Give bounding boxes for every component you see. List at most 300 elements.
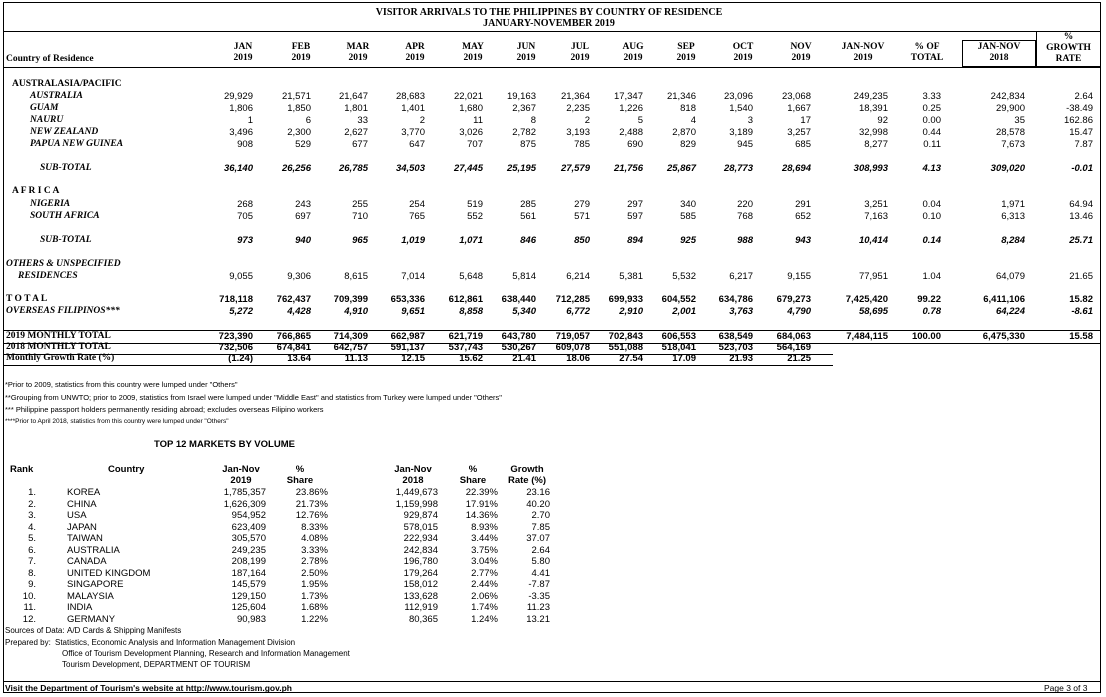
table-cell: 4 xyxy=(690,115,696,126)
table-cell: 0.11 xyxy=(923,139,941,150)
top12-header-rank: Rank xyxy=(10,464,34,475)
top12-cell: 3.33% xyxy=(301,544,328,556)
top12-cell: 249,235 xyxy=(231,544,266,556)
column-header-line-1: SEP xyxy=(677,42,695,52)
top12-cell: 2.78% xyxy=(301,556,328,567)
top12-header-sh19-l2: Share xyxy=(286,475,314,486)
table-cell: 846 xyxy=(520,235,536,246)
row-label: OTHERS & UNSPECIFIED xyxy=(6,259,121,269)
top12-cell: GERMANY xyxy=(67,613,116,625)
table-cell: 25,867 xyxy=(666,163,696,174)
table-cell: 21.65 xyxy=(1069,271,1093,282)
row-label: T O T A L xyxy=(6,294,48,304)
table-cell: 35 xyxy=(1014,115,1025,126)
growth-header-line-2: RATE xyxy=(1055,54,1082,64)
top12-cell: 11. xyxy=(23,602,36,613)
top12-cell: 23.16 xyxy=(526,487,550,498)
top12-cell: 1,159,998 xyxy=(395,498,438,510)
top12-cell: 9. xyxy=(28,579,36,590)
monthly-cell: 17.09 xyxy=(672,353,696,364)
table-cell: 23,096 xyxy=(723,91,753,102)
top12-header-jn19-l1: Jan-Nov xyxy=(222,464,260,475)
column-header-line-2: 2019 xyxy=(733,53,753,63)
column-header-line-2: 2019 xyxy=(233,53,253,63)
growth-rate-header xyxy=(1036,32,1101,65)
top12-cell: 129,150 xyxy=(231,590,266,602)
table-cell: 1 xyxy=(247,115,253,126)
table-cell: 21,647 xyxy=(338,91,368,102)
top12-cell: 242,834 xyxy=(403,544,438,556)
table-cell: 7,673 xyxy=(1001,139,1025,150)
monthly-cell: 606,553 xyxy=(661,331,696,342)
table-cell: 765 xyxy=(409,211,425,222)
table-cell: 268 xyxy=(237,199,253,210)
table-cell: 29,900 xyxy=(995,103,1025,114)
top12-cell: 4.08% xyxy=(301,533,328,544)
footer-rule xyxy=(3,681,1101,682)
row-label: NIGERIA xyxy=(30,199,71,209)
table-cell: 5,532 xyxy=(672,271,696,282)
table-cell: 340 xyxy=(680,199,696,210)
top12-cell: KOREA xyxy=(67,487,101,498)
monthly-cell: 684,063 xyxy=(776,331,811,342)
title-line-2: JANUARY-NOVEMBER 2019 xyxy=(483,18,615,29)
table-cell: 0.44 xyxy=(922,127,941,138)
monthly-cell: 643,780 xyxy=(501,331,536,342)
top12-cell: 1,449,673 xyxy=(395,487,438,498)
top12-cell: INDIA xyxy=(67,602,93,613)
table-cell: 285 xyxy=(520,199,536,210)
table-cell: 5,381 xyxy=(619,271,643,282)
column-header-line-1: % OF xyxy=(914,42,940,52)
column-header-line-2: 2019 xyxy=(676,53,696,63)
top12-cell: 196,780 xyxy=(403,556,438,567)
top12-cell: 2.77% xyxy=(471,567,498,579)
top12-cell: 8.33% xyxy=(301,521,328,533)
monthly-cell: 15.58 xyxy=(1069,331,1093,342)
table-cell: 850 xyxy=(574,235,590,246)
table-cell: 3,763 xyxy=(729,306,753,317)
monthly-cell: 551,088 xyxy=(608,342,643,353)
column-header-line-1: JUL xyxy=(571,42,589,52)
column-header-line-2: 2019 xyxy=(291,53,311,63)
table-cell: 249,235 xyxy=(853,91,888,102)
monthly-cell: 13.64 xyxy=(287,353,311,364)
monthly-row-label: 2018 MONTHLY TOTAL xyxy=(6,342,111,352)
top12-cell: 1.22% xyxy=(301,613,328,625)
table-cell: 18,391 xyxy=(858,103,888,114)
monthly-cell: 732,506 xyxy=(218,342,253,353)
column-header-line-2: 2019 xyxy=(463,53,483,63)
top12-cell: 125,604 xyxy=(231,602,266,613)
table-cell: 22,021 xyxy=(453,91,483,102)
column-header-line-2: 2019 xyxy=(348,53,368,63)
prepared-by-line-1: Statistics, Economic Analysis and Information Management Division xyxy=(55,638,296,647)
table-cell: 15.47 xyxy=(1069,127,1093,138)
top12-cell: 954,952 xyxy=(231,510,266,521)
table-cell: 818 xyxy=(680,103,696,114)
table-cell: 3,257 xyxy=(787,127,811,138)
monthly-row-label: Monthly Growth Rate (%) xyxy=(6,353,115,363)
top12-cell: 1.68% xyxy=(301,602,328,613)
table-cell: 21,364 xyxy=(560,91,590,102)
monthly-row-label: 2019 MONTHLY TOTAL xyxy=(6,331,111,341)
table-cell: 705 xyxy=(237,211,253,222)
top12-header-jn18-l1: Jan-Nov xyxy=(394,464,432,475)
column-header-line-1: APR xyxy=(405,42,425,52)
table-cell: 585 xyxy=(680,211,696,222)
row-label: GUAM xyxy=(30,103,59,113)
table-cell: 8,277 xyxy=(864,139,888,150)
table-cell: 7,163 xyxy=(864,211,888,222)
top12-cell: 2. xyxy=(28,498,36,510)
top12-cell: 12. xyxy=(22,613,36,625)
top12-cell: 8. xyxy=(28,567,36,579)
column-header-line-1: JUN xyxy=(516,42,536,52)
footnote-3: *** Philippine passport holders permanently residing abroad; excludes overseas Filipino workers xyxy=(5,405,324,414)
website-link-text[interactable]: Visit the Department of Tourism's website at http://www.tourism.gov.ph xyxy=(5,683,292,693)
top12-cell: 37.07 xyxy=(526,533,550,544)
top12-cell: 2.44% xyxy=(471,579,498,590)
sources-value: A/D Cards & Shipping Manifests xyxy=(67,626,182,635)
monthly-cell: 702,843 xyxy=(608,331,643,342)
table-cell: 33 xyxy=(357,115,368,126)
table-cell: 3,026 xyxy=(459,127,483,138)
column-header-line-2: 2019 xyxy=(853,53,873,63)
column-header xyxy=(897,42,957,64)
table-cell: 8 xyxy=(530,115,536,126)
top12-cell: 2.50% xyxy=(301,567,328,579)
column-header-line-1: OCT xyxy=(732,42,754,52)
table-cell: 21,346 xyxy=(666,91,696,102)
table-cell: 2,782 xyxy=(512,127,536,138)
table-cell: 0.10 xyxy=(922,211,941,222)
table-cell: 27,445 xyxy=(453,163,483,174)
column-header-line-1: FEB xyxy=(291,42,311,52)
title-line-1: VISITOR ARRIVALS TO THE PHILIPPINES BY COUNTRY OF RESIDENCE xyxy=(375,7,723,18)
table-cell: 768 xyxy=(737,211,753,222)
top12-cell: 10. xyxy=(22,590,36,602)
table-cell: 529 xyxy=(295,139,311,150)
monthly-cell: 11.13 xyxy=(344,353,368,364)
table-cell: 561 xyxy=(520,211,536,222)
table-cell: 785 xyxy=(574,139,590,150)
monthly-cell: 621,719 xyxy=(448,331,483,342)
top12-header-jn18 xyxy=(388,464,438,486)
column-header xyxy=(271,42,331,64)
top12-header-sh19 xyxy=(282,464,318,486)
table-cell: 1,226 xyxy=(619,103,643,114)
top12-cell: 623,409 xyxy=(231,521,266,533)
table-cell: 677 xyxy=(352,139,368,150)
table-cell: 712,285 xyxy=(555,294,590,305)
table-cell: 10,414 xyxy=(858,235,888,246)
table-cell: 571 xyxy=(574,211,590,222)
monthly-cell: 100.00 xyxy=(911,331,941,342)
table-cell: 6,772 xyxy=(566,306,590,317)
top12-cell: 5.80 xyxy=(531,556,550,567)
table-cell: 5,340 xyxy=(512,306,536,317)
table-cell: 718,118 xyxy=(219,294,253,305)
top12-cell: 21.73% xyxy=(295,498,328,510)
table-cell: 2,627 xyxy=(344,127,368,138)
table-cell: -8.61 xyxy=(1071,306,1093,317)
row-label: A F R I C A xyxy=(12,186,60,196)
table-cell: 7,014 xyxy=(401,271,425,282)
top12-cell: 6. xyxy=(28,544,36,556)
column-header xyxy=(213,42,273,64)
table-cell: 9,651 xyxy=(401,306,425,317)
table-cell: 309,020 xyxy=(990,163,1025,174)
table-cell: 25,195 xyxy=(506,163,536,174)
table-cell: 5,814 xyxy=(512,271,536,282)
table-cell: 27,579 xyxy=(560,163,590,174)
table-cell: 2,488 xyxy=(619,127,643,138)
top12-header-growth xyxy=(504,464,550,486)
table-cell: 308,993 xyxy=(853,163,888,174)
table-cell: 162.86 xyxy=(1063,115,1093,126)
top12-cell: 1.24% xyxy=(471,613,498,625)
table-cell: 597 xyxy=(627,211,643,222)
top12-cell: 22.39% xyxy=(465,487,498,498)
column-header xyxy=(496,42,556,64)
monthly-cell: 766,865 xyxy=(276,331,311,342)
top12-cell: 208,199 xyxy=(231,556,266,567)
column-header-line-2: TOTAL xyxy=(910,53,944,63)
table-cell: 26,256 xyxy=(281,163,311,174)
table-cell: 829 xyxy=(680,139,696,150)
header-top-rule xyxy=(3,31,1101,32)
top12-title: TOP 12 MARKETS BY VOLUME xyxy=(154,439,295,450)
table-cell: 875 xyxy=(520,139,536,150)
table-cell: 690 xyxy=(627,139,643,150)
table-cell: 1,019 xyxy=(401,235,425,246)
top12-header-jn19-l2: 2019 xyxy=(230,475,252,486)
table-cell: 1,801 xyxy=(344,103,368,114)
table-cell: 4.13 xyxy=(922,163,941,174)
table-cell: 612,861 xyxy=(448,294,483,305)
growth-header-line-0: % xyxy=(1063,32,1074,42)
monthly-cell: 674,841 xyxy=(276,342,311,353)
top12-cell: 11.23 xyxy=(526,602,550,613)
table-cell: 973 xyxy=(237,235,253,246)
top12-cell: USA xyxy=(67,510,87,521)
top12-cell: 3.04% xyxy=(471,556,498,567)
table-cell: 9,155 xyxy=(787,271,811,282)
table-cell: 1,667 xyxy=(787,103,811,114)
table-cell: 1,540 xyxy=(729,103,753,114)
table-cell: 28,694 xyxy=(781,163,811,174)
table-cell: 679,273 xyxy=(776,294,811,305)
table-cell: 2,001 xyxy=(672,306,696,317)
column-header-line-1: JAN-NOV xyxy=(977,42,1021,52)
column-header-line-1: MAY xyxy=(462,42,484,52)
header-bottom-rule xyxy=(3,67,1101,68)
top12-cell: 17.91% xyxy=(465,498,498,510)
table-cell: 243 xyxy=(295,199,311,210)
top12-cell: 158,012 xyxy=(403,579,438,590)
table-cell: 279 xyxy=(574,199,590,210)
table-cell: 1,971 xyxy=(1001,199,1025,210)
column-header xyxy=(550,42,610,64)
top12-cell: MALAYSIA xyxy=(67,590,114,602)
table-cell: 25.71 xyxy=(1069,235,1093,246)
monthly-cell: 518,041 xyxy=(661,342,696,353)
monthly-cell: 6,475,330 xyxy=(982,331,1025,342)
top12-cell: 4.41 xyxy=(531,567,550,579)
table-cell: 0.78 xyxy=(922,306,941,317)
top12-cell: 3. xyxy=(28,510,36,521)
table-cell: 28,683 xyxy=(395,91,425,102)
row-label: OVERSEAS FILIPINOS*** xyxy=(6,306,120,316)
column-header-line-1: NOV xyxy=(790,42,812,52)
top12-cell: 187,164 xyxy=(231,567,266,579)
top12-cell: 1. xyxy=(28,487,36,498)
table-cell: 255 xyxy=(352,199,368,210)
top12-cell: 1,626,309 xyxy=(223,498,266,510)
table-cell: 2 xyxy=(419,115,425,126)
monthly-cell: 719,057 xyxy=(555,331,590,342)
top12-header-jn18-l2: 2018 xyxy=(402,475,424,486)
table-cell: 2,235 xyxy=(566,103,590,114)
top12-cell: 8.93% xyxy=(471,521,498,533)
table-cell: 28,578 xyxy=(995,127,1025,138)
table-cell: 647 xyxy=(409,139,425,150)
table-cell: 7.87 xyxy=(1074,139,1093,150)
top12-header-sh19-l1: % xyxy=(295,464,305,475)
table-cell: 0.25 xyxy=(922,103,941,114)
monthly-cell: 714,309 xyxy=(333,331,368,342)
table-cell: 943 xyxy=(795,235,811,246)
table-cell: 653,336 xyxy=(390,294,425,305)
table-cell: 940 xyxy=(295,235,311,246)
column-header-line-2: 2019 xyxy=(791,53,811,63)
table-cell: 1,806 xyxy=(229,103,253,114)
country-column-header: Country of Residence xyxy=(6,54,94,64)
top12-cell: 40.20 xyxy=(526,498,550,510)
column-header xyxy=(443,42,503,64)
top12-header-sh18-l1: % xyxy=(468,464,478,475)
monthly-cell: 21.41 xyxy=(512,353,536,364)
monthly-cell: 609,078 xyxy=(555,342,590,353)
table-cell: 3,770 xyxy=(401,127,425,138)
top12-header-jn19 xyxy=(216,464,266,486)
top12-cell: 7.85 xyxy=(531,521,550,533)
table-cell: 11 xyxy=(473,115,483,126)
row-label: SUB-TOTAL xyxy=(40,235,92,245)
top12-cell: CHINA xyxy=(67,498,97,510)
column-header xyxy=(833,42,893,64)
column-header-line-1: MAR xyxy=(346,42,370,52)
table-cell: 945 xyxy=(737,139,753,150)
monthly-cell: 530,267 xyxy=(501,342,536,353)
prepared-by-line-3: Tourism Development, DEPARTMENT OF TOURISM xyxy=(62,660,251,669)
top12-cell: 90,983 xyxy=(236,613,266,625)
column-header xyxy=(656,42,716,64)
table-cell: 604,552 xyxy=(661,294,696,305)
table-cell: 710 xyxy=(352,211,368,222)
column-header-line-1: JAN xyxy=(233,42,253,52)
table-cell: 15.82 xyxy=(1069,294,1093,305)
top12-cell: 929,874 xyxy=(403,510,438,521)
table-cell: 5 xyxy=(637,115,643,126)
table-cell: 32,998 xyxy=(858,127,888,138)
top12-cell: CANADA xyxy=(67,556,107,567)
table-cell: 21,571 xyxy=(281,91,311,102)
table-cell: 28,773 xyxy=(723,163,753,174)
table-cell: 77,951 xyxy=(858,271,888,282)
table-cell: 894 xyxy=(627,235,643,246)
table-cell: 652 xyxy=(795,211,811,222)
top12-header-country: Country xyxy=(108,464,145,475)
table-cell: 2.64 xyxy=(1074,91,1093,102)
table-cell: 3.33 xyxy=(922,91,941,102)
table-cell: 6,214 xyxy=(566,271,590,282)
table-cell: 552 xyxy=(467,211,483,222)
table-cell: 297 xyxy=(627,199,643,210)
monthly-cell: 642,757 xyxy=(333,342,368,353)
top12-cell: 179,264 xyxy=(403,567,438,579)
top12-cell: 5. xyxy=(28,533,36,544)
column-header-line-1: JAN-NOV xyxy=(841,42,885,52)
table-cell: 4,910 xyxy=(344,306,368,317)
monthly-cell: 591,137 xyxy=(390,342,425,353)
column-header xyxy=(603,42,663,64)
top12-cell: AUSTRALIA xyxy=(67,544,120,556)
table-cell: 965 xyxy=(352,235,368,246)
table-cell: 6,217 xyxy=(729,271,753,282)
table-cell: 3,189 xyxy=(729,127,753,138)
page-number: Page 3 of 3 xyxy=(1044,683,1088,693)
top12-cell: 222,934 xyxy=(403,533,438,544)
table-cell: 9,306 xyxy=(287,271,311,282)
table-cell: 17 xyxy=(800,115,811,126)
table-cell: 634,786 xyxy=(718,294,753,305)
table-cell: 709,399 xyxy=(333,294,368,305)
top12-cell: 1.73% xyxy=(301,590,328,602)
table-cell: 26,785 xyxy=(338,163,368,174)
top12-header-growth-l1: Growth xyxy=(510,464,544,475)
monthly-cell: 564,169 xyxy=(776,342,811,353)
top12-cell: 2.70 xyxy=(531,510,550,521)
top12-cell: 12.76% xyxy=(295,510,328,521)
table-cell: 6,411,106 xyxy=(983,294,1025,305)
top12-header-sh18-l2: Share xyxy=(459,475,487,486)
column-header-line-2: 2019 xyxy=(570,53,590,63)
table-cell: 2,300 xyxy=(287,127,311,138)
table-cell: 707 xyxy=(467,139,483,150)
top12-cell: JAPAN xyxy=(67,521,97,533)
table-cell: 8,284 xyxy=(1001,235,1025,246)
row-label: AUSTRALIA xyxy=(30,91,83,101)
top12-cell: 1.95% xyxy=(301,579,328,590)
row-label: RESIDENCES xyxy=(18,271,78,281)
table-cell: 7,425,420 xyxy=(845,294,888,305)
prepared-by-label: Prepared by: xyxy=(5,638,51,647)
column-header xyxy=(385,42,445,64)
table-cell: 2 xyxy=(584,115,590,126)
footnote-2: **Grouping from UNWTO; prior to 2009, statistics from Israel were lumped under "Middle East" and statistics from Turkey were lumped under "Others" xyxy=(5,393,502,402)
column-header xyxy=(328,42,388,64)
top12-cell: -3.35 xyxy=(528,590,550,602)
top12-cell: -7.87 xyxy=(528,579,550,590)
top12-cell: 4. xyxy=(28,521,36,533)
column-header-line-2: 2018 xyxy=(989,53,1009,63)
footnote-1: *Prior to 2009, statistics from this country were lumped under "Others" xyxy=(5,380,238,389)
table-cell: 58,695 xyxy=(858,306,888,317)
table-cell: 925 xyxy=(680,235,696,246)
top12-cell: SINGAPORE xyxy=(67,579,124,590)
